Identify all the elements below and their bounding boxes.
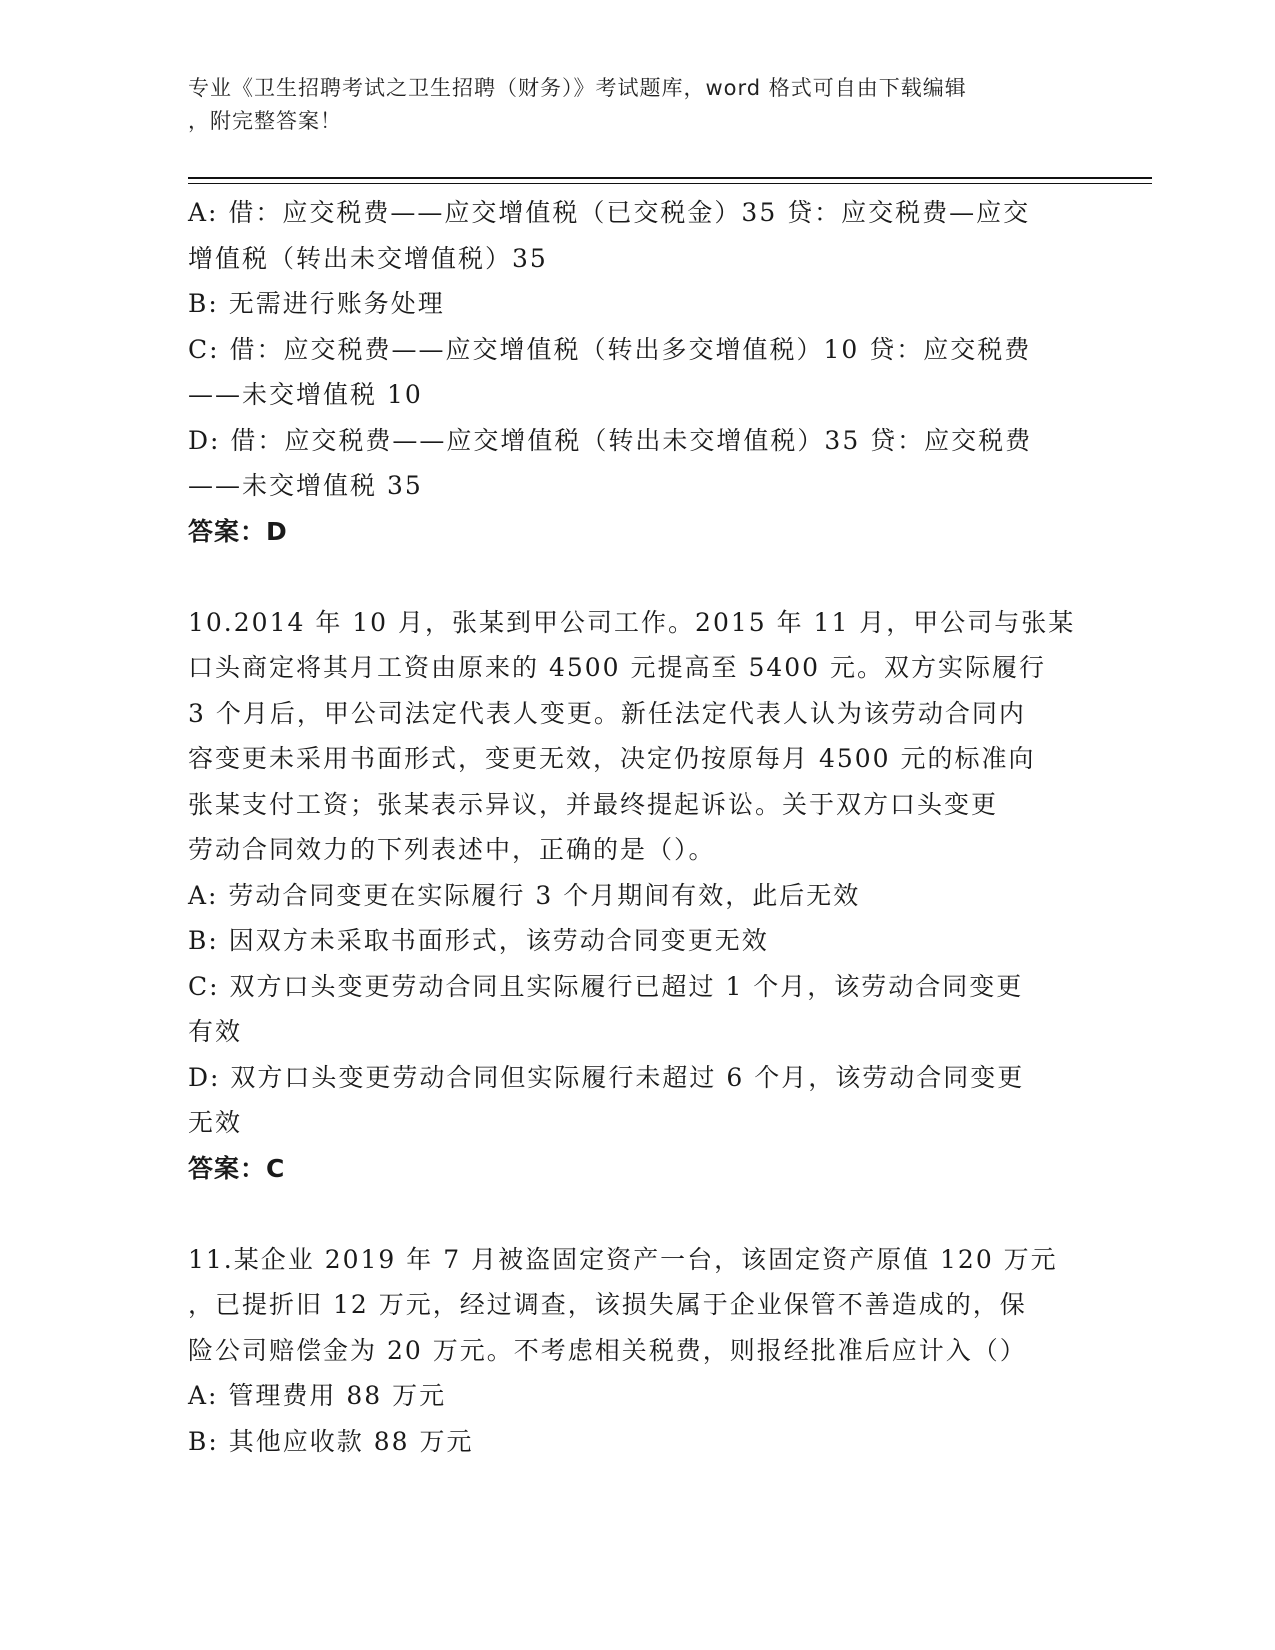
- q9-answer: 答案：D: [188, 516, 288, 546]
- header-line-2: ，附完整答案！: [188, 109, 342, 133]
- q9-option-d-line-1: D: 借：应交税费——应交增值税（转出未交增值税）35 贷：应交税费: [188, 425, 1033, 455]
- q10-stem-line-6: 劳动合同效力的下列表述中，正确的是（）。: [188, 835, 716, 864]
- q10-stem-line-4: 容变更未采用书面形式，变更无效，决定仍按原每月 4500 元的标准向: [188, 744, 1036, 773]
- q10-option-a: A: 劳动合同变更在实际履行 3 个月期间有效，此后无效: [188, 880, 861, 910]
- q9-option-a-line-2: 增值税（转出未交增值税）35: [188, 243, 548, 273]
- header-rule-thick: [188, 177, 1152, 179]
- page-header: [188, 72, 1088, 138]
- q9-option-d-line-2: ——未交增值税 35: [188, 471, 423, 500]
- q10-stem-line-2: 口头商定将其月工资由原来的 4500 元提高至 5400 元。双方实际履行: [188, 653, 1047, 682]
- q11-stem-line-1: 11.某企业 2019 年 7 月被盗固定资产一台，该固定资产原值 120 万元: [188, 1244, 1058, 1274]
- q10-answer: 答案：C: [188, 1153, 286, 1183]
- header-rule-thin: [188, 183, 1152, 184]
- q9-option-a-line-1: A: 借：应交税费——应交增值税（已交税金）35 贷：应交税费—应交: [188, 198, 1031, 227]
- q10-option-d-line-2: 无效: [188, 1108, 243, 1137]
- q10-option-c-line-1: C: 双方口头变更劳动合同且实际履行已超过 1 个月，该劳动合同变更: [188, 971, 1024, 1001]
- header-line-1: 专业《卫生招聘考试之卫生招聘（财务）》考试题库，word 格式可自由下载编辑: [188, 76, 967, 100]
- q11-option-b: B: 其他应收款 88 万元: [188, 1426, 474, 1456]
- q11-stem-line-3: 险公司赔偿金为 20 万元。不考虑相关税费，则报经批准后应计入（）: [188, 1335, 1027, 1365]
- q10-option-c-line-2: 有效: [188, 1017, 243, 1046]
- q10-option-b: B: 因双方未采取书面形式，该劳动合同变更无效: [188, 926, 769, 955]
- q10-stem-line-1: 10.2014 年 10 月，张某到甲公司工作。2015 年 11 月，甲公司与张某: [188, 607, 1076, 637]
- question-content: [188, 190, 1088, 1464]
- spacer: [188, 1191, 1088, 1237]
- q11-stem-line-2: ，已提折旧 12 万元，经过调查，该损失属于企业保管不善造成的，保: [188, 1290, 1027, 1319]
- q10-stem-line-3: 3 个月后，甲公司法定代表人变更。新任法定代表人认为该劳动合同内: [188, 698, 1026, 728]
- q9-option-c-line-2: ——未交增值税 10: [188, 380, 423, 409]
- q9-option-c-line-1: C: 借：应交税费——应交增值税（转出多交增值税）10 贷：应交税费: [188, 334, 1032, 364]
- spacer: [188, 554, 1088, 600]
- q11-option-a: A: 管理费用 88 万元: [188, 1381, 447, 1410]
- q10-option-d-line-1: D: 双方口头变更劳动合同但实际履行未超过 6 个月，该劳动合同变更: [188, 1062, 1025, 1092]
- q10-stem-line-5: 张某支付工资；张某表示异议，并最终提起诉讼。关于双方口头变更: [188, 789, 999, 819]
- q9-option-b: B: 无需进行账务处理: [188, 289, 445, 318]
